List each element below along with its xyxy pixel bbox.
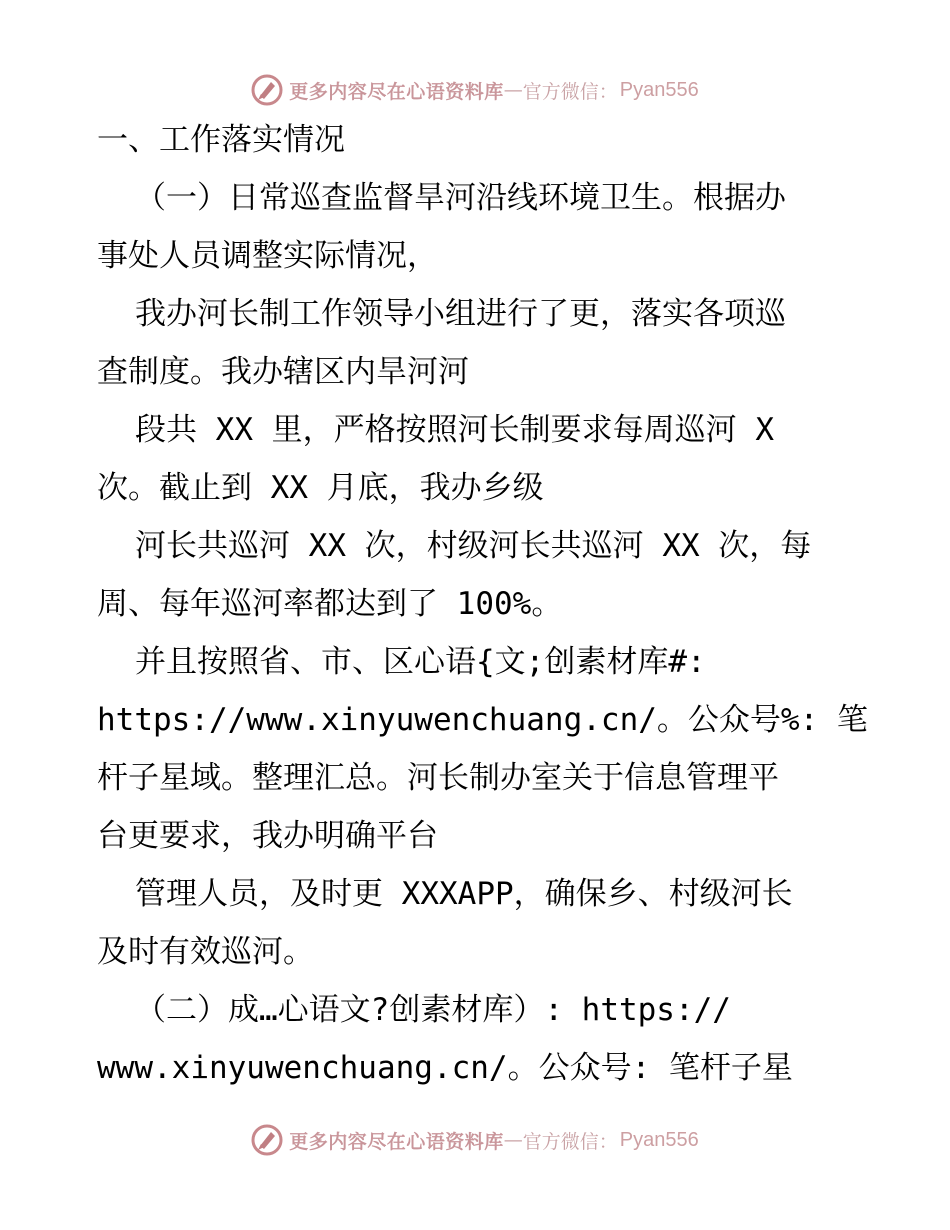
paragraph-line: 段共 XX 里，严格按照河长制要求每周巡河 X [135,412,774,448]
paragraph-line: 并且按照省、市、区心语{文;创素材库#: [135,644,706,680]
paragraph-line: https://www.xinyuwenchuang.cn/。公众号%: 笔 [97,702,868,738]
brand-logo-icon [251,1124,283,1156]
banner-separator: — [503,1129,523,1151]
footer-watermark-banner [0,1120,950,1160]
banner-label: 官方微信： [522,1130,618,1153]
paragraph-line: www.xinyuwenchuang.cn/。公众号: 笔杆子星 [97,1050,793,1086]
paragraph-line: （一）日常巡查监督旱河沿线环境卫生。根据办 [135,180,786,216]
paragraph-line: 及时有效巡河。 [97,934,314,970]
paragraph-line: 河长共巡河 XX 次，村级河长共巡河 XX 次，每 [135,528,812,564]
banner-label: 官方微信： [522,80,618,103]
header-watermark-banner [0,70,950,110]
section-heading: 一、工作落实情况 [97,122,345,158]
banner-separator: — [503,79,523,101]
paragraph-line: 次。截止到 XX 月底，我办乡级 [97,470,544,506]
paragraph-line: 台更要求，我办明确平台 [97,818,438,854]
banner-wechat-id: Pyan556 [619,1128,699,1151]
paragraph-line: 查制度。我办辖区内旱河河 [97,354,469,390]
banner-text: 更多内容尽在心语资料库 [289,80,504,103]
paragraph-line: 杆子星域。整理汇总。河长制办室关于信息管理平 [97,760,779,796]
paragraph-line: 管理人员，及时更 XXXAPP，确保乡、村级河长 [135,876,793,912]
banner-wechat-id: Pyan556 [619,78,699,101]
brand-logo-icon [251,74,283,106]
paragraph-line: （二）成…心语文?创素材库）: https:// [135,992,731,1028]
banner-text: 更多内容尽在心语资料库 [289,1130,504,1153]
paragraph-line: 周、每年巡河率都达到了 100%。 [97,586,563,622]
paragraph-line: 事处人员调整实际情况， [97,238,438,274]
paragraph-line: 我办河长制工作领导小组进行了更，落实各项巡 [135,296,786,332]
